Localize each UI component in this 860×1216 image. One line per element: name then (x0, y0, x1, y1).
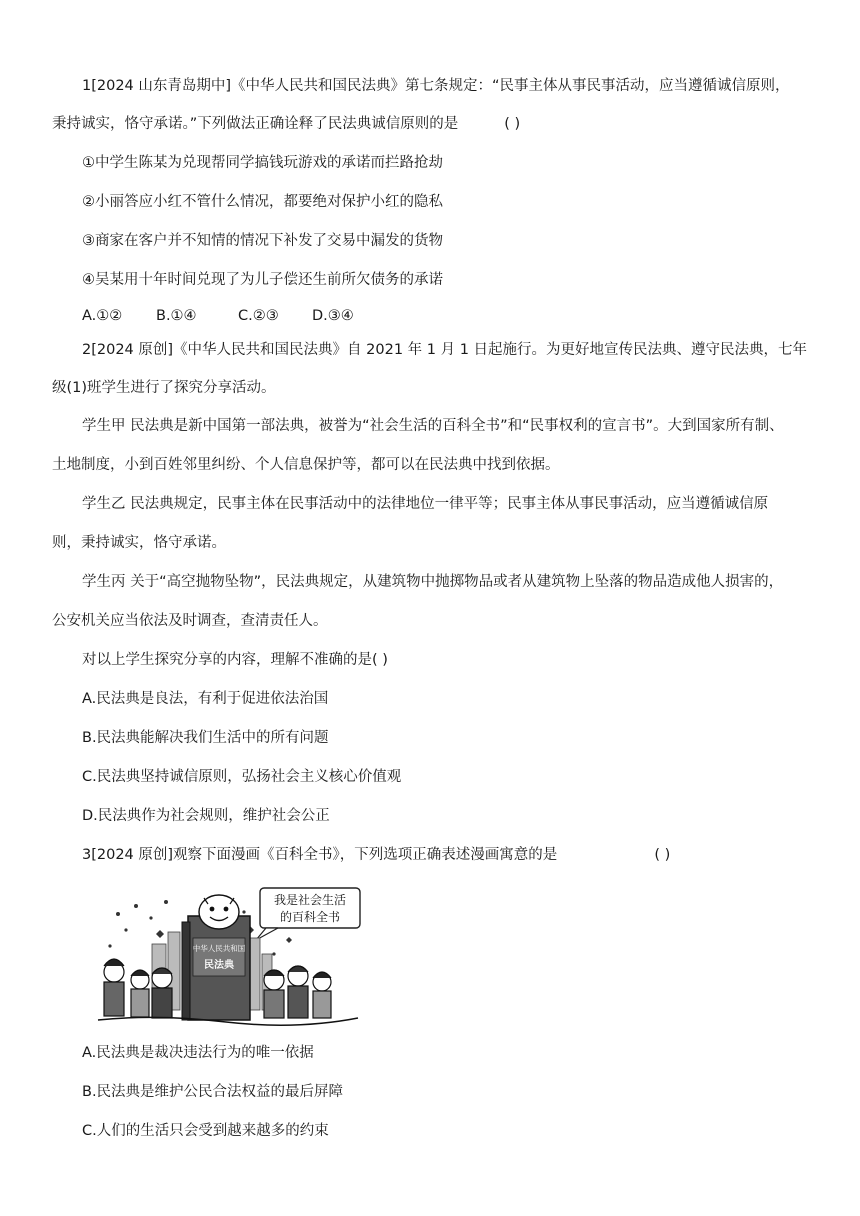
q1-option-b: B.①④ (156, 308, 197, 324)
q3-option-c: C.人们的生活只会受到越来越多的约束 (82, 1123, 329, 1139)
q1-item-3: ③商家在客户并不知情的情况下补发了交易中漏发的货物 (82, 233, 443, 249)
q3-answer-paren: ( ) (654, 847, 671, 863)
civil-code-book (182, 895, 250, 1020)
book-title-line1: 中华人民共和国 (192, 944, 246, 953)
q1-stem-line1: 1[2024 山东青岛期中]《中华人民共和国民法典》第七条规定：“民事主体从事民事活动，应当遵循诚信原则， (82, 78, 790, 94)
bubble-text-line1: 我是社会生活 (273, 893, 347, 907)
q1-stem-line2 (52, 114, 520, 134)
q3-stem (82, 845, 670, 865)
people-right (264, 966, 331, 1018)
q1-option-a: A.①② (82, 308, 123, 324)
q3-option-b: B.民法典是维护公民合法权益的最后屏障 (82, 1084, 344, 1100)
q1-options (82, 306, 354, 326)
q2-student-b-line2: 则，秉持诚实，恪守承诺。 (52, 535, 226, 551)
q2-student-a-line2: 土地制度，小到百姓邻里纠纷、个人信息保护等，都可以在民法典中找到依据。 (52, 457, 560, 473)
people-left (104, 959, 172, 1018)
q1-item-2: ②小丽答应小红不管什么情况，都要绝对保护小红的隐私 (82, 194, 443, 210)
q2-student-c-line1: 学生丙 关于“高空抛物坠物”，民法典规定，从建筑物中抛掷物品或者从建筑物上坠落的物品造成他人损害的， (82, 574, 784, 590)
q2-student-b-line1: 学生乙 民法典规定，民事主体在民事活动中的法律地位一律平等；民事主体从事民事活动，应当遵循诚信原 (82, 496, 769, 512)
q3-option-a: A.民法典是裁决违法行为的唯一依据 (82, 1045, 314, 1061)
q2-option-c: C.民法典坚持诚信原则，弘扬社会主义核心价值观 (82, 769, 402, 785)
bubble-text-line2: 的百科全书 (279, 910, 341, 924)
q2-student-c-line2: 公安机关应当依法及时调查，查清责任人。 (52, 613, 328, 629)
q2-option-b: B.民法典能解决我们生活中的所有问题 (82, 730, 329, 746)
q1-item-4: ④吴某用十年时间兑现了为儿子偿还生前所欠债务的承诺 (82, 272, 443, 288)
q3-stem-text: 3[2024 原创]观察下面漫画《百科全书》，下列选项正确表述漫画寓意的是 (82, 847, 558, 863)
q1-option-d: D.③④ (312, 308, 354, 324)
q1-option-c: C.②③ (238, 308, 279, 324)
q2-option-a: A.民法典是良法，有利于促进依法治国 (82, 691, 329, 707)
q2-option-d: D.民法典作为社会规则，维护社会公正 (82, 808, 330, 824)
q2-question: 对以上学生探究分享的内容，理解不准确的是( ) (82, 652, 388, 668)
q1-answer-paren: ( ) (504, 116, 521, 132)
comic-illustration (96, 884, 362, 1026)
q1-stem-text: 秉持诚实，恪守承诺。”下列做法正确诠释了民法典诚信原则的是 (52, 116, 459, 132)
book-title-line2: 民法典 (204, 960, 234, 971)
q2-stem-line2: 级(1)班学生进行了探究分享活动。 (52, 380, 276, 396)
speech-bubble (256, 888, 360, 940)
q2-student-a-line1: 学生甲 民法典是新中国第一部法典，被誉为“社会生活的百科全书”和“民事权利的宣言书”。大到国家所有制、 (82, 418, 784, 434)
q2-stem-line1: 2[2024 原创]《中华人民共和国民法典》自 2021 年 1 月 1 日起施行。为更好地宣传民法典、遵守民法典，七年 (82, 342, 808, 358)
q1-item-1: ①中学生陈某为兑现帮同学搞钱玩游戏的承诺而拦路抢劫 (82, 155, 443, 171)
